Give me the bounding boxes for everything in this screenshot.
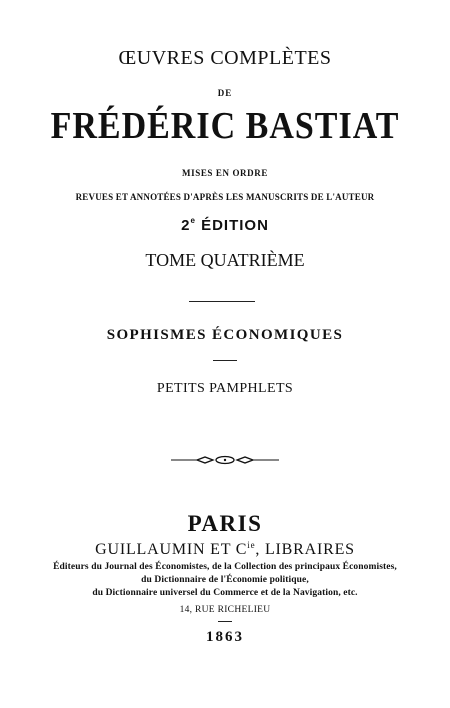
edition-number: 2 [181,217,191,234]
publisher-name [0,541,450,558]
author-name: FRÉDÉRIC BASTIAT [50,105,400,148]
edition-superscript: e [190,216,196,225]
work-subtitle: PETITS PAMPHLETS [156,381,294,396]
ornamental-rule-icon [171,454,279,466]
publisher-description-line1: Éditeurs du Journal des Économistes, de la Collection des principaux Économistes, [53,562,397,572]
connector-text: DE [217,88,233,98]
short-divider-rule [213,360,237,361]
imprint-city: PARIS [187,511,263,536]
revision-text: REVUES ET ANNOTÉES D'APRÈS LES MANUSCRITS DE L'AUTEUR [75,192,375,202]
publication-year: 1863 [206,629,244,645]
publisher-description-line2: du Dictionnaire de l'Économie politique, [141,575,309,585]
work-title: SOPHISMES ÉCONOMIQUES [106,327,344,343]
divider-rule [189,301,255,302]
publisher-tail: , LIBRAIRES [255,541,355,558]
publisher-address: 14, RUE RICHELIEU [179,605,271,615]
series-title: ŒUVRES COMPLÈTES [118,47,332,69]
small-divider-rule [218,621,232,622]
publisher-description-line3: du Dictionnaire universel du Commerce et de la Navigation, etc. [92,588,358,598]
volume-label: TOME QUATRIÈME [145,250,305,270]
publisher-main: GUILLAUMIN ET C [95,541,248,558]
edition-word: ÉDITION [201,217,269,234]
edition-label [0,217,450,233]
publisher-superscript: ie [247,540,256,550]
arrangement-text: MISES EN ORDRE [182,168,268,178]
